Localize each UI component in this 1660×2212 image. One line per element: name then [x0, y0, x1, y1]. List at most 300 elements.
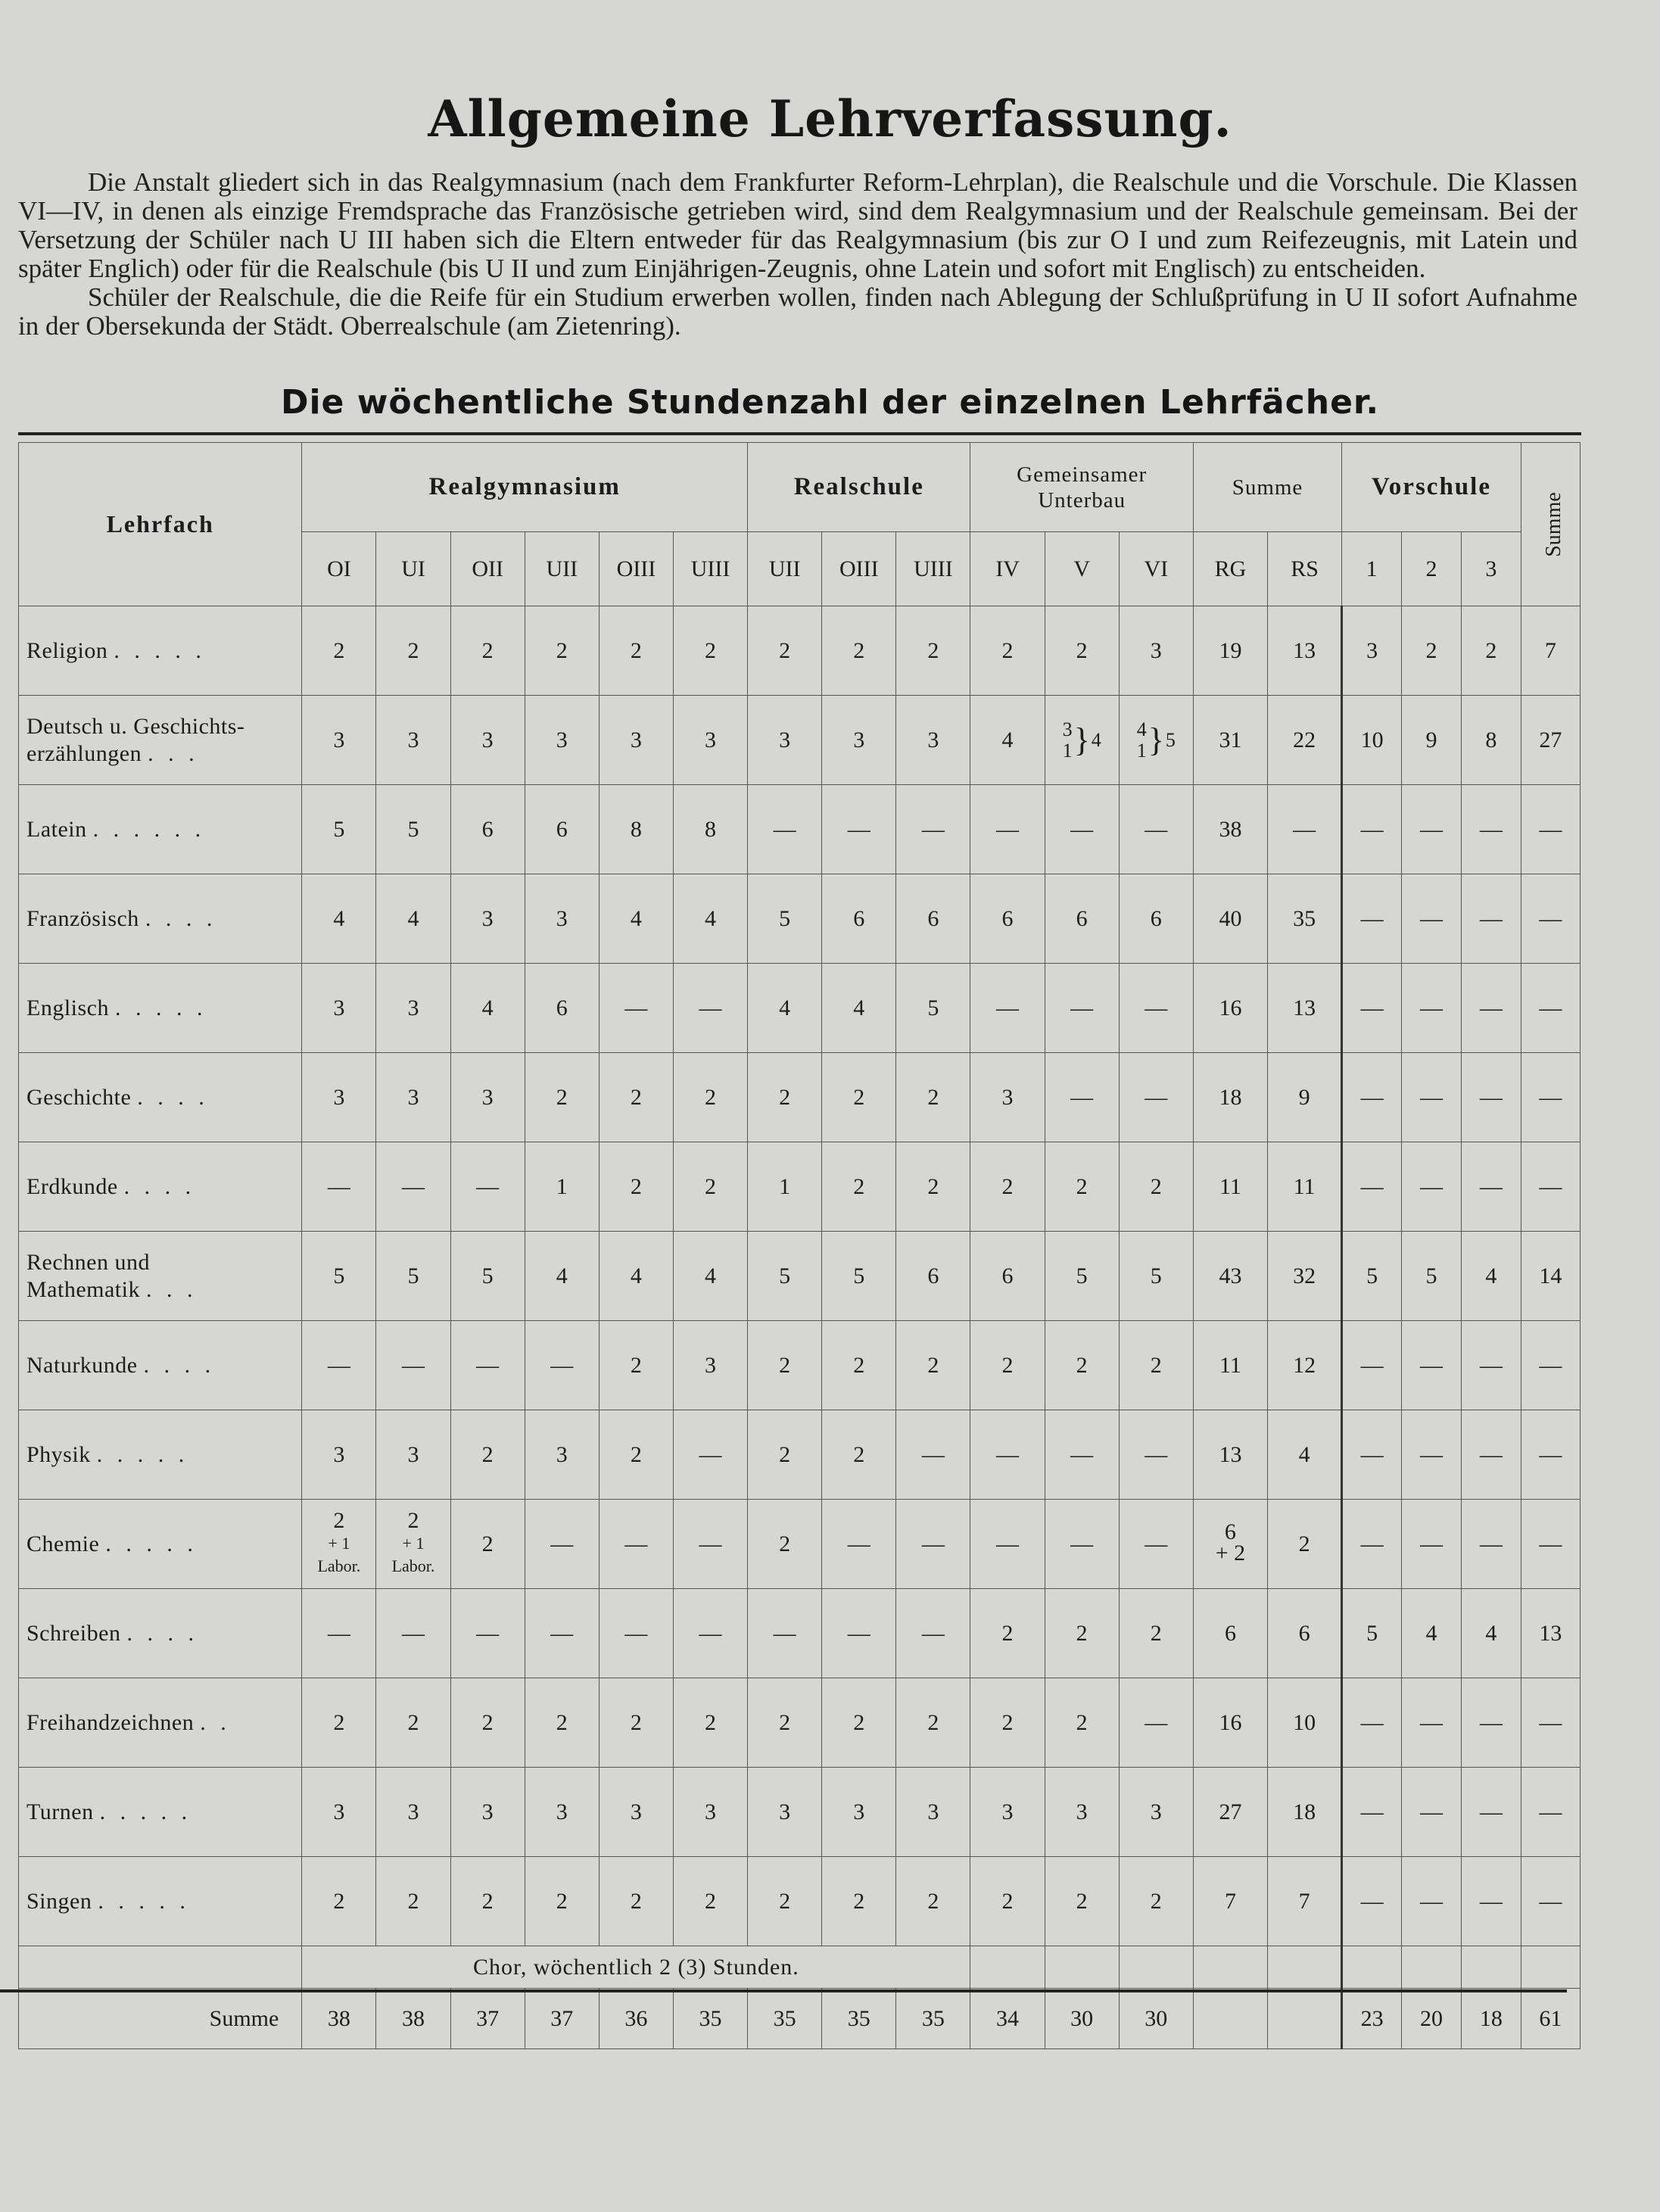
class-header-rg-5: UIII — [673, 532, 747, 606]
hours-cell: 3 — [896, 1768, 970, 1857]
hours-cell: — — [1119, 964, 1193, 1053]
hours-cell: — — [1268, 785, 1342, 874]
hours-cell: 2 — [748, 1500, 822, 1589]
hours-cell: 5 — [376, 1232, 450, 1321]
hours-cell: 2 — [525, 1857, 599, 1946]
hours-cell: 4 — [450, 964, 525, 1053]
hours-cell: 3 — [748, 696, 822, 785]
subject-cell — [19, 1232, 302, 1321]
hours-cell: 10 — [1268, 1678, 1342, 1768]
hours-cell: 2 — [376, 606, 450, 696]
hours-cell: — — [748, 785, 822, 874]
hours-cell: 2 — [1119, 1589, 1193, 1678]
hours-cell: — — [1461, 1857, 1521, 1946]
hours-cell: — — [1461, 874, 1521, 964]
subject-cell — [19, 1321, 302, 1410]
hours-cell: 2 — [1045, 606, 1119, 696]
hours-cell: 6 — [896, 1232, 970, 1321]
hours-cell: 2 — [673, 1053, 747, 1142]
header-unterbau: Unterbau — [1038, 488, 1126, 512]
subject-name: Naturkunde — [26, 1352, 138, 1378]
stack-labor: Labor. — [391, 1556, 435, 1575]
table-row — [19, 1768, 1581, 1857]
subject-dots: . . . . . — [114, 637, 206, 663]
hours-cell: 3 — [525, 1768, 599, 1857]
hours-cell: 3 — [525, 1410, 599, 1500]
hours-cell: 2 — [896, 1857, 970, 1946]
hours-cell: — — [1342, 964, 1402, 1053]
subject-dots: . . . . . — [96, 1441, 189, 1467]
hours-cell: 2 — [896, 1142, 970, 1232]
hours-cell: — — [1402, 1857, 1462, 1946]
hours-cell: — — [450, 1321, 525, 1410]
subject-name-line2: Mathematik — [26, 1276, 140, 1302]
hours-cell: 19 — [1193, 606, 1267, 696]
hours-cell: 5 — [1342, 1589, 1402, 1678]
class-header-vs-1: 2 — [1402, 532, 1462, 606]
hours-cell: 18 — [1193, 1053, 1267, 1142]
hours-cell: 2 — [599, 1142, 673, 1232]
hours-cell: — — [896, 1410, 970, 1500]
hours-cell: — — [1461, 785, 1521, 874]
hours-cell: 13 — [1268, 606, 1342, 696]
hours-cell: — — [1402, 1321, 1462, 1410]
stack-top: 6 — [1224, 1519, 1236, 1544]
summe-cell: 20 — [1402, 1989, 1462, 2049]
hours-cell: — — [1402, 1053, 1462, 1142]
hours-cell: 2 — [970, 1142, 1045, 1232]
hours-cell: 2 — [302, 606, 376, 696]
hours-cell: — — [1521, 1410, 1580, 1500]
chor-note-row — [19, 1946, 1581, 1989]
subject-cell — [19, 1768, 302, 1857]
hours-cell: — — [376, 1142, 450, 1232]
hours-cell: — — [1402, 1768, 1462, 1857]
subject-name: Französisch — [26, 905, 139, 931]
hours-cell: 2 — [673, 1678, 747, 1768]
hours-cell: 18 — [1268, 1768, 1342, 1857]
hours-cell: 2 — [1119, 1857, 1193, 1946]
subject-name: Latein — [26, 816, 87, 842]
hours-cell: 6 — [1045, 874, 1119, 964]
intro-text — [18, 168, 1577, 341]
table-row — [19, 874, 1581, 964]
hours-cell: 3 — [1119, 1768, 1193, 1857]
subject-dots: . . . . — [145, 905, 217, 931]
hours-cell: 5 — [822, 1232, 896, 1321]
hours-cell: 1 — [525, 1142, 599, 1232]
class-header-vs-0: 1 — [1342, 532, 1402, 606]
hours-cell: 6 — [970, 1232, 1045, 1321]
hours-cell: 6 — [525, 964, 599, 1053]
bracket-b: 1 — [1062, 739, 1073, 762]
summe-cell: 37 — [525, 1989, 599, 2049]
empty-cell — [1461, 1946, 1521, 1989]
summe-cell: 35 — [673, 1989, 747, 2049]
hours-cell: 6 — [525, 785, 599, 874]
hours-cell: 38 — [1193, 785, 1267, 874]
hours-cell: — — [673, 964, 747, 1053]
stack-plus: + 1 — [328, 1534, 350, 1553]
table-row — [19, 785, 1581, 874]
hours-cell: 32 — [1268, 1232, 1342, 1321]
hours-cell: — — [1461, 1321, 1521, 1410]
table-row — [19, 1321, 1581, 1410]
hours-cell: — — [1045, 964, 1119, 1053]
hours-cell: — — [1521, 1321, 1580, 1410]
hours-cell: 3 — [970, 1768, 1045, 1857]
hours-cell: 8 — [673, 785, 747, 874]
hours-cell: 3 — [896, 696, 970, 785]
hours-cell: 3 — [450, 1053, 525, 1142]
hours-cell: 27 — [1521, 696, 1580, 785]
subject-dots: . . — [200, 1709, 231, 1735]
table-row — [19, 1678, 1581, 1768]
hours-cell: 4 — [748, 964, 822, 1053]
hours-cell: — — [1342, 1410, 1402, 1500]
header-summe-vertical: Summe — [1521, 443, 1580, 606]
hours-cell: 3 — [302, 1768, 376, 1857]
hours-cell: 3 — [450, 1768, 525, 1857]
empty-cell — [1193, 1946, 1267, 1989]
hours-cell: 4 — [673, 1232, 747, 1321]
hours-cell: 2 — [970, 606, 1045, 696]
hours-cell: 4 — [1268, 1410, 1342, 1500]
hours-cell: — — [376, 1321, 450, 1410]
hours-cell: 8 — [1461, 696, 1521, 785]
hours-cell: 6 — [450, 785, 525, 874]
stack-plus: + 1 — [402, 1534, 425, 1553]
hours-cell: — — [1342, 1678, 1402, 1768]
hours-cell: 2 — [822, 1678, 896, 1768]
hours-cell: 12 — [1268, 1321, 1342, 1410]
summe-cell: 35 — [896, 1989, 970, 2049]
hours-cell: 40 — [1193, 874, 1267, 964]
empty-cell — [970, 1946, 1045, 1989]
subject-dots: . . . — [148, 740, 199, 766]
subject-cell — [19, 696, 302, 785]
hours-table — [18, 442, 1581, 2049]
hours-cell: 4 — [1402, 1589, 1462, 1678]
hours-cell: 2 — [748, 1053, 822, 1142]
empty-cell — [19, 1946, 302, 1989]
hours-cell: 2 — [376, 1857, 450, 1946]
hours-cell: 2 — [599, 1410, 673, 1500]
hours-cell: 7 — [1268, 1857, 1342, 1946]
hours-cell: 1 — [748, 1142, 822, 1232]
hours-cell: — — [302, 1142, 376, 1232]
subject-dots: . . . . . — [115, 995, 207, 1020]
header-lehrfach: Lehrfach — [19, 443, 302, 606]
hours-cell: — — [1342, 1321, 1402, 1410]
hours-cell: — — [1461, 1410, 1521, 1500]
hours-cell: 10 — [1342, 696, 1402, 785]
hours-cell: — — [896, 1500, 970, 1589]
hours-cell: 7 — [1521, 606, 1580, 696]
hours-cell: — — [1461, 1678, 1521, 1768]
hours-cell: — — [1402, 785, 1462, 874]
hours-cell: 2 — [748, 1321, 822, 1410]
subject-dots: . . . . . . — [92, 816, 206, 842]
subject-dots: . . . . — [126, 1620, 198, 1646]
header-vorschule: Vorschule — [1342, 443, 1521, 532]
chor-note: Chor, wöchentlich 2 (3) Stunden. — [302, 1946, 970, 1989]
subject-dots: . . . . — [137, 1084, 209, 1110]
hours-cell: — — [376, 1589, 450, 1678]
hours-cell: 9 — [1402, 696, 1462, 785]
table-title: Die wöchentliche Stundenzahl der einzelnen Lehrfächer. — [280, 383, 1380, 422]
table-row — [19, 1410, 1581, 1500]
hours-cell: 2 — [748, 1857, 822, 1946]
hours-cell: 2 — [525, 1053, 599, 1142]
subject-cell — [19, 606, 302, 696]
hours-cell: 4 — [1461, 1589, 1521, 1678]
hours-cell: — — [970, 1410, 1045, 1500]
intro-paragraph-2: Schüler der Realschule, die die Reife für ein Studium erwerben wollen, finden nach Ablegung der Schlußprüfung in U II sofort Aufnahme in der Obersekunda der Städt. Oberrealschule (am Zietenring). — [18, 282, 1577, 341]
hours-cell: — — [1119, 1053, 1193, 1142]
hours-cell: 6 — [1268, 1589, 1342, 1678]
intro-paragraph-1: Die Anstalt gliedert sich in das Realgymnasium (nach dem Frankfurter Reform-Lehrplan), die Realschule und die Vorschule. Die Klassen VI—IV, in denen als einzige Fremdsprache das Französische getrieben wird, sind dem Realgymnasium und der Realschule gemeinsam. Bei der Versetzung der Schüler nach U III haben sich die Eltern entweder für das Realgymnasium (bis zur O I und zum Reifezeugnis, mit Latein und später Englich) oder für die Realschule (bis U II und zum Einjährigen-Zeugnis, ohne Latein und sofort mit Englisch) zu entscheiden. — [18, 167, 1577, 283]
class-header-rg-1: UI — [376, 532, 450, 606]
hours-cell: 2 — [1045, 1589, 1119, 1678]
hours-cell: 2 — [450, 1410, 525, 1500]
header-summe: Summe — [1193, 443, 1341, 532]
bottom-rule — [0, 1989, 1567, 1992]
summe-label: Summe — [19, 1989, 302, 2049]
hours-cell: 4 — [822, 964, 896, 1053]
hours-cell: 3 — [302, 1410, 376, 1500]
hours-cell: 3 — [673, 1321, 747, 1410]
hours-cell: — — [1342, 1142, 1402, 1232]
table-row — [19, 1232, 1581, 1321]
hours-cell: 3 — [599, 696, 673, 785]
hours-cell: 2 — [599, 1053, 673, 1142]
hours-cell: 3 — [376, 1410, 450, 1500]
hours-cell: 4 — [599, 874, 673, 964]
hours-cell: 2 — [599, 1857, 673, 1946]
hours-cell: — — [748, 1589, 822, 1678]
hours-cell: 11 — [1193, 1321, 1267, 1410]
hours-cell: — — [1402, 1410, 1462, 1500]
hours-cell: — — [1402, 1142, 1462, 1232]
subject-dots: . . . — [145, 1276, 198, 1302]
hours-cell: — — [673, 1410, 747, 1500]
bracket-value — [1063, 719, 1101, 762]
hours-cell: 2 — [970, 1857, 1045, 1946]
hours-cell: 27 — [1193, 1768, 1267, 1857]
summe-cell: 38 — [376, 1989, 450, 2049]
class-header-rs-0: UII — [748, 532, 822, 606]
empty-cell — [1268, 1946, 1342, 1989]
subject-name: Rechnen und — [26, 1249, 150, 1275]
bracket-sum: 4 — [1091, 728, 1101, 751]
table-row — [19, 1142, 1581, 1232]
hours-cell: 6 — [1193, 1589, 1267, 1678]
table-row — [19, 606, 1581, 696]
hours-cell: 31 — [1193, 696, 1267, 785]
hours-cell: — — [1461, 1500, 1521, 1589]
hours-cell: 5 — [748, 874, 822, 964]
hours-cell: 5 — [302, 1232, 376, 1321]
hours-cell: 2 — [896, 1678, 970, 1768]
hours-cell: — — [450, 1142, 525, 1232]
hours-cell: — — [896, 785, 970, 874]
hours-cell: — — [1521, 1500, 1580, 1589]
summe-cell — [1193, 1989, 1267, 2049]
hours-cell: 3 — [673, 1768, 747, 1857]
class-header-gu-2: VI — [1119, 532, 1193, 606]
empty-cell — [1521, 1946, 1580, 1989]
hours-cell: — — [822, 1589, 896, 1678]
hours-cell: 2 — [748, 606, 822, 696]
hours-cell: 3 — [599, 1768, 673, 1857]
hours-cell: 14 — [1521, 1232, 1580, 1321]
hours-cell: 2 — [896, 1053, 970, 1142]
hours-cell: 2 — [1402, 606, 1462, 696]
summe-cell: 23 — [1342, 1989, 1402, 2049]
subject-cell — [19, 1053, 302, 1142]
hours-cell: 3 — [1045, 1768, 1119, 1857]
bracket-b: 1 — [1136, 739, 1147, 762]
subject-name: Englisch — [26, 995, 109, 1020]
hours-cell: — — [1119, 1500, 1193, 1589]
hours-cell: 3 — [302, 964, 376, 1053]
subject-cell — [19, 964, 302, 1053]
brace-glyph: } — [1148, 721, 1164, 759]
hours-cell: — — [1045, 1410, 1119, 1500]
hours-cell: — — [1521, 785, 1580, 874]
empty-cell — [1045, 1946, 1119, 1989]
hours-cell: 2 — [1045, 1142, 1119, 1232]
subject-dots: . . . . . — [105, 1531, 198, 1556]
hours-cell: — — [525, 1500, 599, 1589]
hours-cell: — — [1402, 964, 1462, 1053]
hours-cell: — — [599, 964, 673, 1053]
hours-cell: 5 — [450, 1232, 525, 1321]
summe-cell: 61 — [1521, 1989, 1580, 2049]
hours-cell: — — [1402, 1500, 1462, 1589]
hours-cell — [1045, 696, 1119, 785]
hours-cell: 22 — [1268, 696, 1342, 785]
subject-cell — [19, 874, 302, 964]
subject-name: Deutsch u. Geschichts- — [26, 713, 245, 739]
hours-cell: 3 — [376, 696, 450, 785]
summe-cell: 35 — [822, 1989, 896, 2049]
subject-cell — [19, 1589, 302, 1678]
hours-cell: 2 — [748, 1410, 822, 1500]
hours-cell: — — [970, 785, 1045, 874]
stack-top: 2 — [333, 1508, 345, 1533]
hours-cell: 4 — [302, 874, 376, 964]
hours-cell: 2 — [673, 1142, 747, 1232]
hours-cell: 13 — [1521, 1589, 1580, 1678]
hours-cell: — — [1342, 1857, 1402, 1946]
class-header-rg-4: OIII — [599, 532, 673, 606]
class-header-gu-1: V — [1045, 532, 1119, 606]
hours-cell: — — [1461, 964, 1521, 1053]
class-header-rs-2: UIII — [896, 532, 970, 606]
hours-cell: 4 — [525, 1232, 599, 1321]
table-body — [19, 606, 1581, 2049]
hours-cell: 5 — [1402, 1232, 1462, 1321]
subject-name: Turnen — [26, 1799, 94, 1824]
summe-cell: 30 — [1045, 1989, 1119, 2049]
hours-cell: 2 — [450, 606, 525, 696]
hours-cell — [302, 1500, 376, 1589]
brace-glyph: } — [1073, 721, 1090, 759]
hours-cell: — — [1402, 874, 1462, 964]
hours-cell: — — [302, 1321, 376, 1410]
hours-cell: — — [525, 1589, 599, 1678]
hours-cell: 2 — [1119, 1321, 1193, 1410]
subject-cell — [19, 1500, 302, 1589]
hours-cell: 16 — [1193, 1678, 1267, 1768]
hours-cell: 2 — [1045, 1321, 1119, 1410]
hours-cell: 3 — [376, 964, 450, 1053]
hours-cell: 3 — [302, 1053, 376, 1142]
table-row — [19, 1500, 1581, 1589]
hours-cell: 2 — [822, 1410, 896, 1500]
subject-cell — [19, 1142, 302, 1232]
hours-cell — [376, 1500, 450, 1589]
hours-cell: 11 — [1193, 1142, 1267, 1232]
hours-cell: 3 — [822, 696, 896, 785]
stack-top: 2 — [407, 1508, 419, 1533]
hours-cell: — — [970, 964, 1045, 1053]
hours-cell: 35 — [1268, 874, 1342, 964]
class-header-sum-1: RS — [1268, 532, 1342, 606]
hours-cell: 2 — [748, 1678, 822, 1768]
hours-cell: — — [1119, 1678, 1193, 1768]
hours-cell: 2 — [599, 606, 673, 696]
hours-cell: 3 — [525, 696, 599, 785]
hours-cell: — — [599, 1589, 673, 1678]
hours-cell: 2 — [896, 606, 970, 696]
hours-cell: 6 — [1119, 874, 1193, 964]
hours-cell: 3 — [376, 1768, 450, 1857]
hours-cell: — — [1521, 964, 1580, 1053]
class-header-vs-2: 3 — [1461, 532, 1521, 606]
hours-cell: 5 — [1119, 1232, 1193, 1321]
subject-dots: . . . . — [123, 1173, 196, 1199]
subject-cell — [19, 1410, 302, 1500]
hours-cell: 2 — [822, 1857, 896, 1946]
summe-cell: 34 — [970, 1989, 1045, 2049]
stacked-value — [1215, 1519, 1246, 1566]
hours-cell: — — [525, 1321, 599, 1410]
bracket-a: 4 — [1136, 718, 1147, 740]
table-row — [19, 964, 1581, 1053]
hours-cell: 5 — [1045, 1232, 1119, 1321]
hours-cell: 43 — [1193, 1232, 1267, 1321]
hours-cell: 4 — [376, 874, 450, 964]
hours-cell: 3 — [450, 874, 525, 964]
hours-cell: — — [1342, 1768, 1402, 1857]
hours-cell: 5 — [302, 785, 376, 874]
table-row — [19, 1857, 1581, 1946]
hours-cell: — — [1045, 785, 1119, 874]
hours-cell: — — [1461, 1142, 1521, 1232]
summe-cell: 38 — [302, 1989, 376, 2049]
subject-name: Geschichte — [26, 1084, 132, 1110]
hours-cell: 2 — [970, 1321, 1045, 1410]
bracket-value — [1137, 719, 1176, 762]
hours-cell: 5 — [1342, 1232, 1402, 1321]
hours-cell: — — [1521, 1678, 1580, 1768]
hours-cell: 3 — [376, 1053, 450, 1142]
hours-cell: 2 — [896, 1321, 970, 1410]
hours-cell: 3 — [1342, 606, 1402, 696]
